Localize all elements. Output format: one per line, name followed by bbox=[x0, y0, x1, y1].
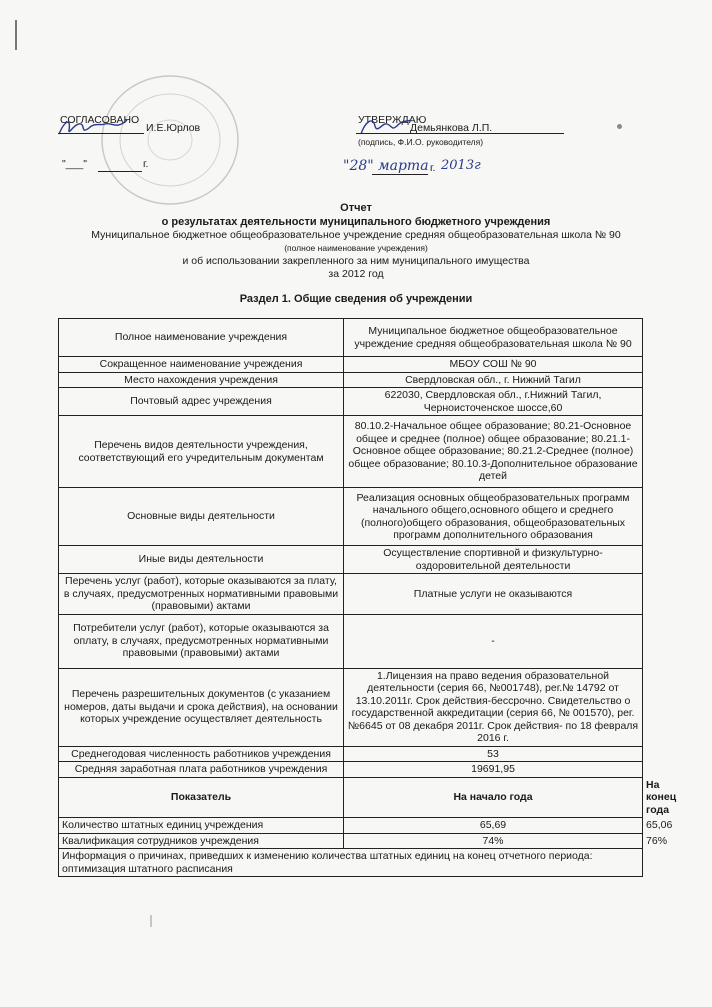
approved-name: Демьянкова Л.П. bbox=[410, 122, 493, 134]
row-value: Платные услуги не оказываются bbox=[344, 574, 643, 615]
institution-name-caption: (полное наименование учреждения) bbox=[284, 243, 428, 253]
row-label: Основные виды деятельности bbox=[59, 488, 344, 546]
table-row: Квалификация сотрудников учреждения 74% 76% bbox=[59, 833, 643, 849]
scan-artifact-dot bbox=[617, 124, 622, 129]
approved-caption: (подпись, Ф.И.О. руководителя) bbox=[358, 137, 484, 147]
approved-date-day: "28" bbox=[343, 158, 374, 174]
agreed-name: И.Е.Юрлов bbox=[146, 122, 201, 134]
table-row bbox=[59, 746, 643, 762]
indicator-start: 65,69 bbox=[344, 818, 643, 834]
report-title: Отчет bbox=[340, 202, 372, 214]
approved-label: УТВЕРЖДАЮ bbox=[358, 114, 427, 126]
row-label: Полное наименование учреждения bbox=[59, 319, 344, 357]
row-label: Почтовый адрес учреждения bbox=[59, 388, 344, 416]
approved-signature bbox=[355, 110, 415, 140]
agreed-signature-line bbox=[58, 133, 144, 134]
row-label: Сокращенное наименование учреждения bbox=[59, 357, 344, 373]
row-value: Осуществление спортивной и физкультурно-оздоровительной деятельности bbox=[344, 546, 643, 574]
table-row bbox=[59, 357, 643, 373]
scan-artifact-mark bbox=[150, 915, 152, 927]
general-info-table bbox=[58, 318, 677, 877]
approved-date-year-hand: 2013г bbox=[441, 158, 481, 173]
agreed-signature bbox=[55, 112, 135, 142]
table-row bbox=[59, 762, 643, 778]
agreed-date-quote: "___" bbox=[62, 158, 87, 170]
table-row bbox=[59, 388, 643, 416]
row-label: Среднегодовая численность работников учреждения bbox=[59, 746, 344, 762]
row-value: 1.Лицензия на право ведения образовательной деятельности (серия 66, №001748), рег.№ 14792 от 13.10.2011г. Срок действия-бессрочно. Свидетельство о государственной аккредитации (серия 66, № 001570), рег.№6645 от 08 декабря 2011г. Срок действия- по 18 февраля 2016 г. bbox=[344, 668, 643, 746]
section-title: Раздел 1. Общие сведения об учреждении bbox=[239, 293, 473, 305]
row-label: Иные виды деятельности bbox=[59, 546, 344, 574]
row-label: Потребители услуг (работ), которые оказываются за оплату, в случаях, предусмотренных нормативными правовыми (правовыми) актами bbox=[59, 614, 344, 668]
table-row bbox=[59, 546, 643, 574]
indicator-start: 74% bbox=[344, 833, 643, 849]
institution-name: Муниципальное бюджетное общеобразовательное учреждение средняя общеобразовательная школа № 90 bbox=[91, 229, 621, 241]
row-value: 53 bbox=[344, 746, 643, 762]
approved-date-year-prefix: г. bbox=[430, 162, 436, 174]
row-label: Перечень разрешительных документов (с указанием номеров, даты выдачи и срока действия), на основании которых учреждение осуществляет деятельность bbox=[59, 668, 344, 746]
approved-date-line bbox=[372, 174, 428, 175]
row-value: 622030, Свердловская обл., г.Нижний Тагил, Черноисточенское шоссе,60 bbox=[344, 388, 643, 416]
table-row bbox=[59, 614, 643, 668]
header-start: На начало года bbox=[344, 777, 643, 818]
table-row bbox=[59, 574, 643, 615]
report-subtitle: о результатах деятельности муниципального бюджетного учреждения bbox=[161, 216, 551, 228]
indicators-header-row: Показатель На начало года На конец года bbox=[59, 777, 643, 818]
row-value: МБОУ СОШ № 90 bbox=[344, 357, 643, 373]
indicator-name: Квалификация сотрудников учреждения bbox=[59, 833, 344, 849]
row-value: 19691,95 bbox=[344, 762, 643, 778]
agreed-label: СОГЛАСОВАНО bbox=[60, 114, 140, 126]
table-row bbox=[59, 849, 643, 877]
agreed-date-line bbox=[98, 171, 142, 172]
table-row bbox=[59, 668, 643, 746]
row-value: Муниципальное бюджетное общеобразовательное учреждение средняя общеобразовательная школа № 90 bbox=[344, 319, 643, 357]
row-label: Перечень услуг (работ), которые оказываются за плату, в случаях, предусмотренных нормативными правовыми (правовыми) актами bbox=[59, 574, 344, 615]
table-row: Количество штатных единиц учреждения 65,69 65,06 bbox=[59, 818, 643, 834]
table-row bbox=[59, 416, 643, 488]
row-label: Средняя заработная плата работников учреждения bbox=[59, 762, 344, 778]
agreed-date-suffix: г. bbox=[143, 158, 149, 170]
table-row bbox=[59, 488, 643, 546]
header-indicator: Показатель bbox=[59, 777, 344, 818]
property-usage-line: и об использовании закрепленного за ним муниципального имущества bbox=[182, 255, 530, 267]
table-row bbox=[59, 372, 643, 388]
table-row bbox=[59, 319, 643, 357]
indicator-name: Количество штатных единиц учреждения bbox=[59, 818, 344, 834]
footer-note: Информация о причинах, приведших к изменению количества штатных единиц на конец отчетного периода: оптимизация штатного расписания bbox=[59, 849, 643, 877]
scan-artifact-line bbox=[15, 20, 17, 50]
row-value: Свердловская обл., г. Нижний Тагил bbox=[344, 372, 643, 388]
report-year: за 2012 год bbox=[328, 268, 384, 280]
row-value: 80.10.2-Начальное общее образование; 80.21-Основное общее и среднее (полное) общее образование; 80.21.1-Основное общее образование; 80.21.2-Среднее (полное) общее образование; 80.10.3-Дополнительное образование детей bbox=[344, 416, 643, 488]
row-label: Место нахождения учреждения bbox=[59, 372, 344, 388]
row-value: - bbox=[344, 614, 643, 668]
approved-date-month: марта bbox=[378, 158, 429, 174]
row-value: Реализация основных общеобразовательных программ начального общего,основного общего и среднего (полного)общего образования, общеобразовательных программ дополнительного образования bbox=[344, 488, 643, 546]
row-label: Перечень видов деятельности учреждения, соответствующий его учредительным документам bbox=[59, 416, 344, 488]
